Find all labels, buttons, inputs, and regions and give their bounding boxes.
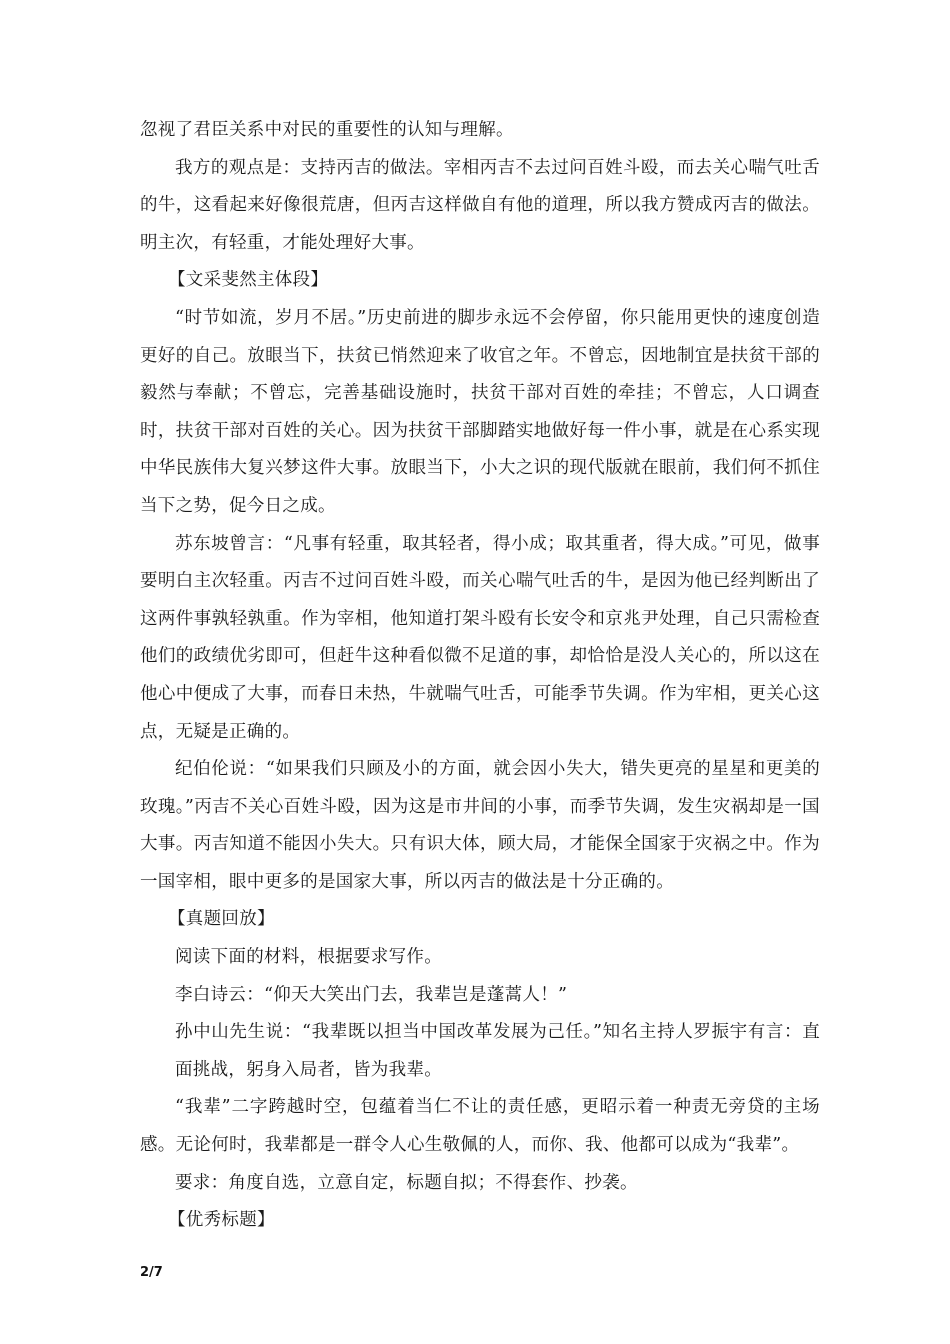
page-body [140, 112, 820, 1240]
section-heading-excellent-titles: 【优秀标题】 [168, 1210, 275, 1231]
section-heading-exam-review: 【真题回放】 [168, 909, 275, 930]
paragraph-continuation: 忽视了君臣关系中对民的重要性的认知与理解。 [140, 120, 514, 140]
page-number: 2/7 [140, 1265, 163, 1280]
paragraph-wobei: “我辈”二字跨越时空，包蕴着当仁不让的责任感，更昭示着一种责无旁贷的主场感。无论何时，我辈都是一群令人心生敬佩的人，而你、我、他都可以成为“我辈”。 [140, 1097, 820, 1156]
paragraph-sun-yatsen: 孙中山先生说：“我辈既以担当中国改革发展为己任。”知名主持人罗振宇有言：直面挑战，躬身入局者，皆为我辈。 [175, 1022, 820, 1080]
paragraph-gibran: 纪伯伦说：“如果我们只顾及小的方面，就会因小失大，错失更亮的星星和更美的玫瑰。”丙吉不关心百姓斗殴，因为这是市井间的小事，而季节失调，发生灾祸却是一国大事。丙吉知道不能因小失大。只有识大体，顾大局，才能保全国家于灾祸之中。作为一国宰相，眼中更多的是国家大事，所以丙吉的做法是十分正确的。 [140, 759, 820, 892]
section-heading-main-body: 【文采斐然主体段】 [168, 270, 329, 291]
paragraph-requirements: 要求：角度自选，立意自定，标题自拟；不得套作、抄袭。 [175, 1172, 638, 1193]
paragraph-our-view: 我方的观点是：支持丙吉的做法。宰相丙吉不去过问百姓斗殴，而去关心喘气吐舌的牛，这看起来好像很荒唐，但丙吉这样做自有他的道理，所以我方赞成丙吉的做法。明主次，有轻重，才能处理好大事。 [140, 157, 820, 253]
paragraph-instruction: 阅读下面的材料，根据要求写作。 [175, 947, 442, 968]
paragraph-su-dongpo: 苏东坡曾言：“凡事有轻重，取其轻者，得小成；取其重者，得大成。”可见，做事要明白主次轻重。丙吉不过问百姓斗殴，而关心喘气吐舌的牛，是因为他已经判断出了这两件事孰轻孰重。作为宰相，他知道打架斗殴有长安令和京兆尹处理，自己只需检查他们的政绩优劣即可，但赶牛这种看似微不足道的事，却恰恰是没人关心的，所以这在他心中便成了大事，而春日未热，牛就喘气吐舌，可能季节失调。作为牢相，更关心这点，无疑是正确的。 [140, 533, 820, 742]
paragraph-li-bai: 李白诗云：“仰天大笑出门去，我辈岂是蓬蒿人！” [175, 984, 568, 1005]
paragraph-time-flows: “时节如流，岁月不居。”历史前进的脚步永远不会停留，你只能用更快的速度创造更好的自己。放眼当下，扶贫已悄然迎来了收官之年。不曾忘，因地制宜是扶贫干部的毅然与奉献；不曾忘，完善基础设施时，扶贫干部对百姓的牵挂；不曾忘，人口调查时，扶贫干部对百姓的关心。因为扶贫干部脚踏实地做好每一件小事，就是在心系实现中华民族伟大复兴梦这件大事。放眼当下，小大之识的现代版就在眼前，我们何不抓住当下之势，促今日之成。 [140, 307, 820, 516]
